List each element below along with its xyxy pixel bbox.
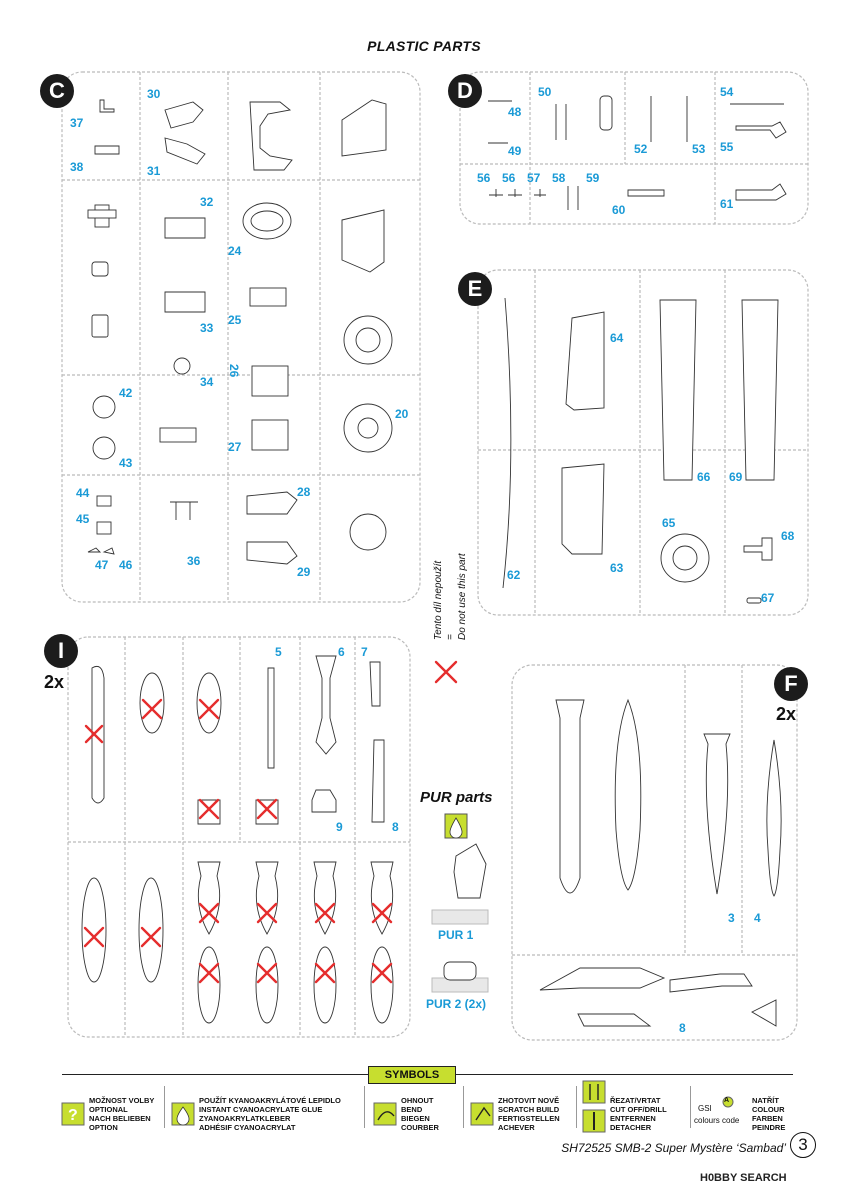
legend-separator	[463, 1086, 464, 1128]
part-number: 62	[507, 568, 521, 582]
watermark-text: H0BBY SEARCH	[700, 1172, 787, 1184]
legend-line: INSTANT CYANOACRYLATE GLUE	[199, 1105, 323, 1114]
part-number: 20	[395, 407, 409, 421]
sprue-f-badge: F	[774, 667, 808, 701]
part-number: 4	[754, 911, 761, 925]
part-number: 57	[527, 171, 541, 185]
sprue-i-frame	[68, 637, 410, 1037]
symbols-title: SYMBOLS	[368, 1066, 456, 1084]
part-number: 65	[662, 516, 676, 530]
legend-line: PEINDRE	[752, 1123, 786, 1132]
legend-line: OPTION	[89, 1123, 118, 1132]
legend-line: COLOUR	[752, 1105, 785, 1114]
part-number: 27	[228, 440, 242, 454]
page-title: PLASTIC PARTS	[367, 38, 481, 54]
part-number: 43	[119, 456, 133, 470]
part-number: 66	[697, 470, 711, 484]
part-number: 42	[119, 386, 133, 400]
legend-cut-drill	[610, 1096, 667, 1132]
part-number: 25	[228, 313, 242, 327]
part-number: 56	[502, 171, 516, 185]
legend-divider	[455, 1074, 793, 1075]
legend-separator	[164, 1086, 165, 1128]
unused-note-cz: Tento díl nepoužít	[433, 560, 444, 640]
part-number: 31	[147, 164, 161, 178]
gsi-label: GSI	[698, 1104, 712, 1113]
legend-separator	[364, 1086, 365, 1128]
legend-glue	[199, 1096, 341, 1132]
part-number: 44	[76, 486, 90, 500]
legend-line: ACHEVER	[498, 1123, 535, 1132]
part-number: 33	[200, 321, 214, 335]
legend-line: NACH BELIEBEN	[89, 1114, 151, 1123]
part-number: 37	[70, 116, 84, 130]
part-number: 50	[538, 85, 552, 99]
pur1-label: PUR 1	[438, 928, 474, 942]
part-number: 8	[392, 820, 399, 834]
part-number: 26	[227, 364, 241, 378]
part-number: 38	[70, 160, 84, 174]
sprue-c-badge: C	[40, 74, 74, 108]
part-number: 59	[586, 171, 600, 185]
unused-part-note	[433, 553, 469, 640]
part-number: 3	[728, 911, 735, 925]
unused-note-en: Do not use this part	[457, 553, 468, 640]
unused-note-equals: =	[445, 634, 456, 640]
legend-line: ZHOTOVIT NOVĚ	[498, 1096, 560, 1105]
sprue-f-parts	[540, 700, 781, 1026]
part-number: 6	[338, 645, 345, 659]
part-number: 32	[200, 195, 214, 209]
legend-optional	[89, 1096, 154, 1132]
legend-line: DETACHER	[610, 1123, 652, 1132]
part-number: 63	[610, 561, 624, 575]
part-number: 28	[297, 485, 311, 499]
part-number: 68	[781, 529, 795, 543]
legend-line: MOŽNOST VOLBY	[89, 1096, 155, 1105]
part-number: 48	[508, 105, 522, 119]
legend-separator	[690, 1086, 691, 1128]
part-number: 56	[477, 171, 491, 185]
part-number: 60	[612, 203, 626, 217]
page-number: 3	[790, 1132, 816, 1158]
legend-divider	[62, 1074, 368, 1075]
part-number: 5	[275, 645, 282, 659]
legend-line: FARBEN	[752, 1114, 783, 1123]
part-number: 36	[187, 554, 201, 568]
paint-code-letter: A	[724, 1097, 730, 1104]
part-number: 49	[508, 144, 522, 158]
part-number: 45	[76, 512, 90, 526]
part-number: 55	[720, 140, 734, 154]
legend-line: BIEGEN	[401, 1114, 430, 1123]
part-number: 7	[361, 645, 368, 659]
pur-title: PUR parts	[420, 789, 493, 806]
part-number: 67	[761, 591, 775, 605]
sprue-i-quantity: 2x	[44, 672, 65, 692]
part-number: 53	[692, 142, 706, 156]
legend-line: ADHÉSIF CYANOACRYLAT	[199, 1123, 296, 1132]
pur2-label: PUR 2 (2x)	[426, 997, 487, 1011]
part-number: 8	[679, 1021, 686, 1035]
part-number: 47	[95, 558, 109, 572]
legend-line: ŘEZAT/VRTAT	[610, 1096, 661, 1105]
legend-line: CUT OFF/DRILL	[610, 1105, 667, 1114]
legend-line: FERTIGSTELLEN	[498, 1114, 560, 1123]
part-number: 52	[634, 142, 648, 156]
sprue-i-parts	[82, 656, 393, 1023]
legend-line: ZYANOAKRYLATKLEBER	[199, 1114, 291, 1123]
legend-line: OHNOUT	[401, 1096, 434, 1105]
svg-text:?: ?	[68, 1107, 78, 1124]
legend-line: NATŘÍT	[752, 1096, 779, 1105]
footer-title: SH72525 SMB-2 Super Mystère ‘Sambad’	[561, 1141, 786, 1155]
part-number: 30	[147, 87, 161, 101]
part-number: 29	[297, 565, 311, 579]
part-number: 24	[228, 244, 242, 258]
legend-line: BEND	[401, 1105, 423, 1114]
legend-line: SCRATCH BUILD	[498, 1105, 560, 1114]
part-number: 69	[729, 470, 743, 484]
legend-line: OPTIONAL	[89, 1105, 128, 1114]
legend-bend	[401, 1096, 439, 1132]
sprue-f-quantity: 2x	[776, 704, 797, 724]
part-number: 54	[720, 85, 734, 99]
colour-code-label: colours code	[694, 1116, 740, 1125]
legend-line: POUŽÍT KYANOAKRYLÁTOVÉ LEPIDLO	[199, 1096, 341, 1105]
sprue-c-parts	[88, 100, 392, 564]
legend-line: COURBER	[401, 1123, 439, 1132]
legend-separator	[576, 1086, 577, 1128]
legend-paint	[752, 1096, 785, 1132]
sprue-e-badge: E	[458, 272, 492, 306]
part-number: 9	[336, 820, 343, 834]
sprue-d-badge: D	[448, 74, 482, 108]
part-number: 46	[119, 558, 133, 572]
sprue-i-badge: I	[44, 634, 78, 668]
legend-scratch-build	[498, 1096, 560, 1132]
part-number: 34	[200, 375, 214, 389]
part-number: 61	[720, 197, 734, 211]
part-number: 64	[610, 331, 624, 345]
part-number: 58	[552, 171, 566, 185]
legend-line: ENTFERNEN	[610, 1114, 656, 1123]
pur-parts	[432, 814, 488, 992]
